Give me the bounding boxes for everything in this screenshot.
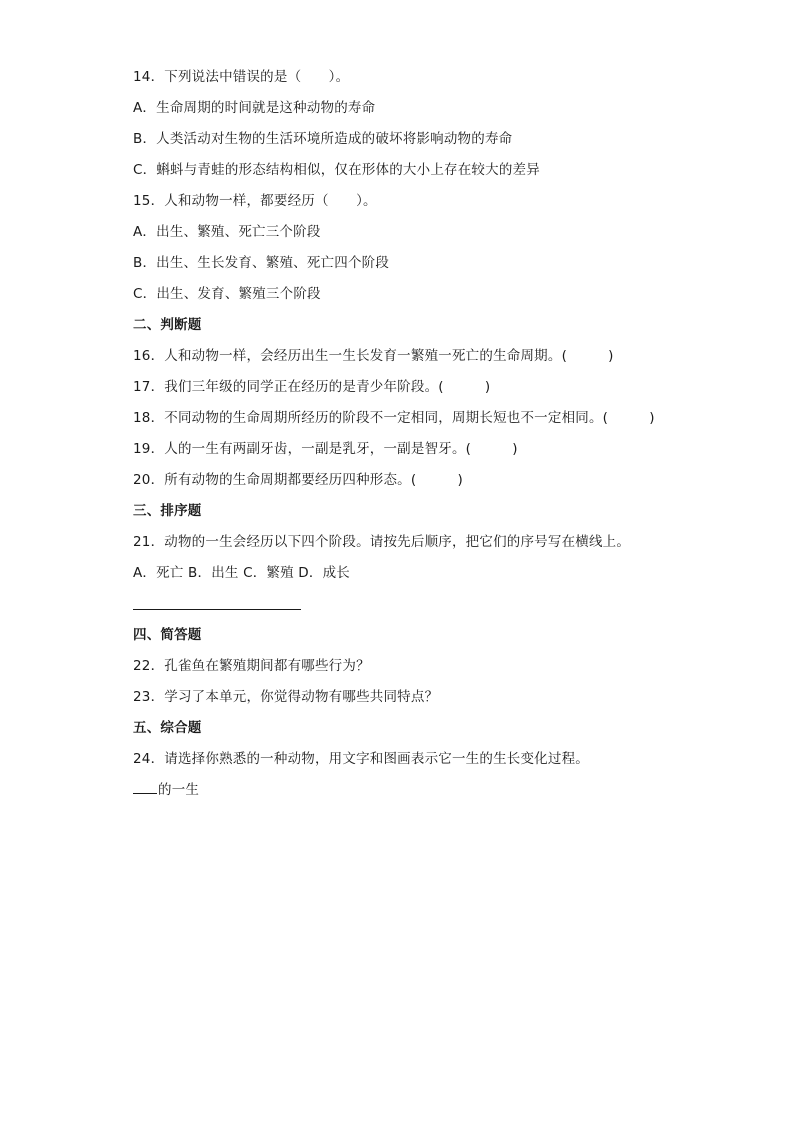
question-14-option-b: B．人类活动对生物的生活环境所造成的破坏将影响动物的寿命 [133, 131, 513, 147]
question-18: 18．不同动物的生命周期所经历的阶段不一定相同，周期长短也不一定相同。( ) [133, 410, 655, 426]
question-24-title-line [133, 775, 713, 806]
question-15-option-c: C．出生、发育、繁殖三个阶段 [133, 286, 321, 302]
question-24-title-suffix: 的一生 [158, 782, 200, 798]
question-24: 24．请选择你熟悉的一种动物，用文字和图画表示它一生的生长变化过程。 [133, 751, 589, 767]
question-21: 21．动物的一生会经历以下四个阶段。请按先后顺序，把它们的序号写在横线上。 [133, 534, 631, 550]
worksheet-page [133, 62, 713, 806]
section-heading-short-answer: 四、简答题 [133, 627, 202, 643]
question-15: 15．人和动物一样，都要经历（ ）。 [133, 193, 377, 209]
question-23: 23．学习了本单元，你觉得动物有哪些共同特点？ [133, 689, 439, 705]
question-14-option-c: C．蝌蚪与青蛙的形态结构相似，仅在形体的大小上存在较大的差异 [133, 162, 540, 178]
answer-underline [133, 609, 301, 610]
question-15-option-a: A．出生、繁殖、死亡三个阶段 [133, 224, 321, 240]
question-14-option-a: A．生命周期的时间就是这种动物的寿命 [133, 100, 376, 116]
section-heading-true-false: 二、判断题 [133, 317, 202, 333]
answer-line [133, 589, 713, 620]
section-heading-ordering: 三、排序题 [133, 503, 202, 519]
question-21-options: A．死亡 B．出生 C．繁殖 D．成长 [133, 565, 350, 581]
section-heading-comprehensive: 五、综合题 [133, 720, 202, 736]
question-15-option-b: B．出生、生长发育、繁殖、死亡四个阶段 [133, 255, 390, 271]
question-20: 20．所有动物的生命周期都要经历四种形态。( ) [133, 472, 463, 488]
question-19: 19．人的一生有两副牙齿，一副是乳牙，一副是智牙。( ) [133, 441, 518, 457]
question-14: 14．下列说法中错误的是（ ）。 [133, 69, 350, 85]
question-22: 22．孔雀鱼在繁殖期间都有哪些行为？ [133, 658, 370, 674]
fill-blank [133, 780, 157, 794]
question-16: 16．人和动物一样，会经历出生一生长发育一繁殖一死亡的生命周期。( ) [133, 348, 614, 364]
question-17: 17．我们三年级的同学正在经历的是青少年阶段。( ) [133, 379, 491, 395]
